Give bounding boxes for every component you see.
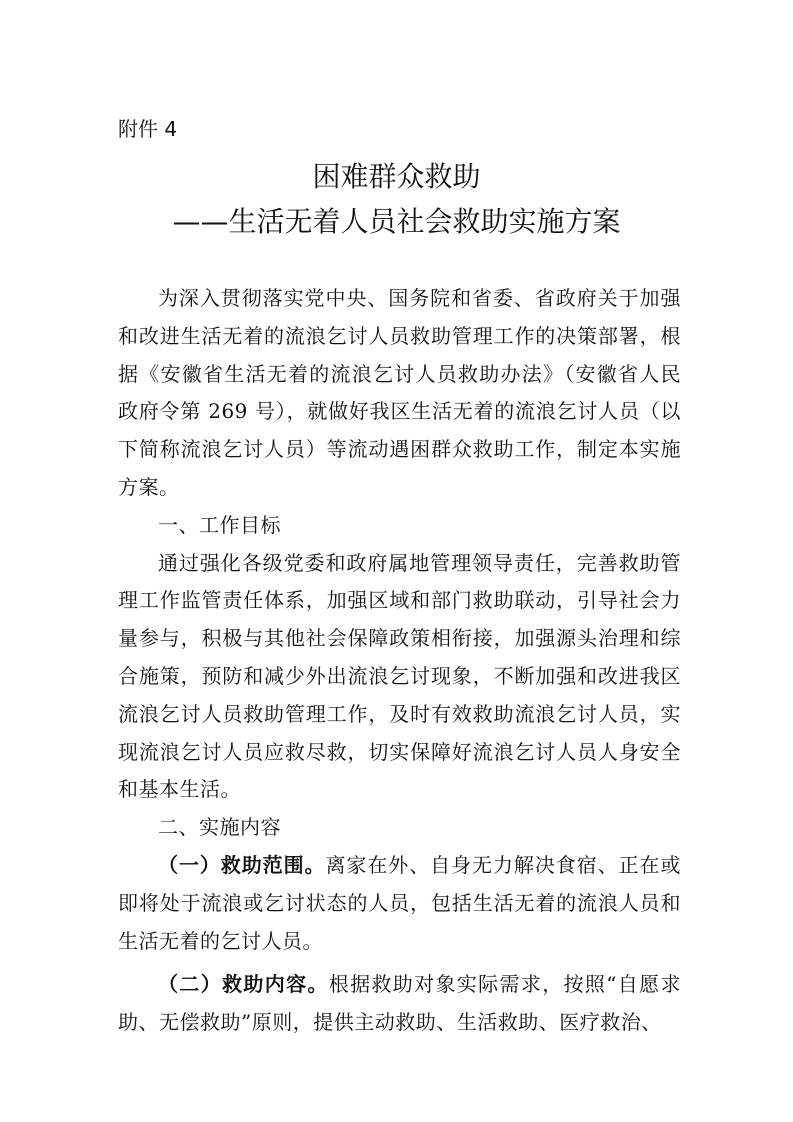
- document-subtitle: ——生活无着人员社会救助实施方案: [172, 205, 621, 238]
- intro-paragraph: 为深入贯彻落实党中央、国务院和省委、省政府关于加强和改进生活无着的流浪乞讨人员救助管理工作的决策部署，根据《安徽省生活无着的流浪乞讨人员救助办法》（安徽省人民政府令第 269 号），就做好我区生活无着的流浪乞讨人员（以下简称流浪乞讨人员）等流动遇困群众救助工作，制定本实施方案。: [118, 286, 681, 499]
- assistance-lead: （二）救助内容。: [158, 972, 329, 997]
- goals-paragraph: 通过强化各级党委和政府属地管理领导责任，完善救助管理工作监管责任体系，加强区域和部门救助联动，引导社会力量参与，积极与其他社会保障政策相衔接，加强源头治理和综合施策，预防和减少外出流浪乞讨现象，不断加强和改进我区流浪乞讨人员救助管理工作，及时有效救助流浪乞讨人员，实现流浪乞讨人员应救尽救，切实保障好流浪乞讨人员人身安全和基本生活。: [118, 550, 681, 802]
- document-body: [118, 280, 681, 1042]
- scope-text: 离家在外、自身无力解决食宿、正在或即将处于流浪或乞讨状态的人员，包括生活无着的流浪人员和生活无着的乞讨人员。: [118, 852, 681, 953]
- attachment-label: 附件 4: [118, 117, 178, 141]
- document-title: 困难群众救助: [312, 160, 481, 193]
- assistance-text: 根据救助对象实际需求，按照“自愿求助、无偿救助”原则，提供主动救助、生活救助、医疗救治、: [118, 972, 682, 1035]
- section-heading-goals: 一、工作目标: [158, 512, 281, 537]
- scope-paragraph: [118, 847, 681, 960]
- scope-lead: （一）救助范围。: [158, 852, 326, 877]
- section-heading-content: 二、实施内容: [158, 815, 281, 840]
- assistance-paragraph: [118, 966, 681, 1042]
